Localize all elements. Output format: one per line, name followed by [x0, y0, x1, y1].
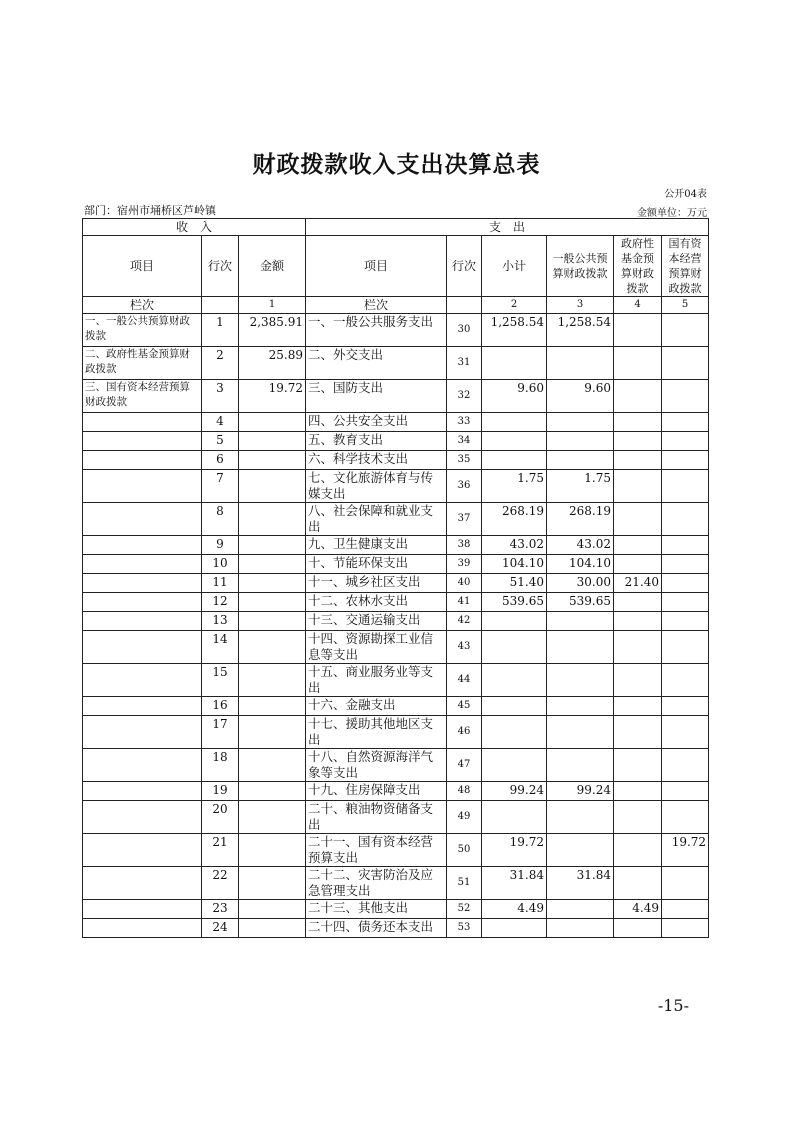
state-capital-value: [662, 612, 709, 631]
income-line: 11: [202, 574, 239, 593]
expenditure-item: 二十四、债务还本支出: [306, 919, 447, 938]
general-budget-value: 539.65: [547, 593, 614, 612]
expenditure-item-header: 项目: [306, 236, 447, 297]
income-amount: [239, 782, 306, 801]
table-row: [83, 834, 709, 867]
column-label-income: 栏次: [83, 297, 202, 314]
subtotal-value: 104.10: [482, 555, 547, 574]
table-row: [83, 314, 709, 347]
expenditure-line: 36: [447, 470, 482, 503]
table-row: [83, 782, 709, 801]
state-capital-value: 19.72: [662, 834, 709, 867]
state-capital-value: [662, 697, 709, 716]
expenditure-line: 40: [447, 574, 482, 593]
general-budget-value: 1.75: [547, 470, 614, 503]
state-capital-value: [662, 867, 709, 900]
income-item: [83, 834, 202, 867]
income-header: 收 入: [83, 219, 306, 236]
expenditure-item: 二十三、其他支出: [306, 900, 447, 919]
expenditure-line: 48: [447, 782, 482, 801]
general-budget-value: [547, 801, 614, 834]
col-number-1: 1: [239, 297, 306, 314]
state-capital-value: [662, 716, 709, 749]
income-amount: [239, 834, 306, 867]
income-line: 15: [202, 664, 239, 697]
income-amount: [239, 867, 306, 900]
table-row: [83, 919, 709, 938]
state-capital-value: [662, 380, 709, 413]
general-budget-value: 31.84: [547, 867, 614, 900]
subtotal-value: [482, 749, 547, 782]
state-capital-value: [662, 801, 709, 834]
subtotal-value: [482, 919, 547, 938]
table-row: [83, 413, 709, 432]
income-line: 22: [202, 867, 239, 900]
expenditure-line: 38: [447, 536, 482, 555]
income-amount: [239, 664, 306, 697]
income-item: 一、一般公共预算财政拨款: [83, 314, 202, 347]
income-line: 1: [202, 314, 239, 347]
expenditure-item: 六、科学技术支出: [306, 451, 447, 470]
income-line: 10: [202, 555, 239, 574]
subtotal-header: 小计: [482, 236, 547, 297]
table-row: [83, 536, 709, 555]
table-row: [83, 574, 709, 593]
income-item: 三、国有资本经营预算财政拨款: [83, 380, 202, 413]
income-amount: [239, 631, 306, 664]
subtotal-value: [482, 801, 547, 834]
income-line: 23: [202, 900, 239, 919]
col-number-4: 4: [614, 297, 662, 314]
income-line: 12: [202, 593, 239, 612]
table-row: [83, 593, 709, 612]
gov-fund-value: [614, 834, 662, 867]
general-budget-value: 43.02: [547, 536, 614, 555]
expenditure-item: 二、外交支出: [306, 347, 447, 380]
expenditure-line: 31: [447, 347, 482, 380]
income-amount: [239, 432, 306, 451]
income-amount-header: 金额: [239, 236, 306, 297]
income-line: 20: [202, 801, 239, 834]
gov-fund-value: [614, 867, 662, 900]
state-capital-value: [662, 451, 709, 470]
general-budget-value: [547, 631, 614, 664]
state-capital-value: [662, 413, 709, 432]
income-amount: [239, 593, 306, 612]
subtotal-value: [482, 451, 547, 470]
income-line-header: 行次: [202, 236, 239, 297]
gov-fund-value: [614, 919, 662, 938]
income-line: 3: [202, 380, 239, 413]
subtotal-value: [482, 432, 547, 451]
subtotal-value: [482, 413, 547, 432]
income-line: 9: [202, 536, 239, 555]
page-title: 财政拨款收入支出决算总表: [252, 151, 541, 178]
income-item: [83, 900, 202, 919]
income-line: 2: [202, 347, 239, 380]
general-budget-value: 30.00: [547, 574, 614, 593]
income-amount: [239, 536, 306, 555]
col-number-3: 3: [547, 297, 614, 314]
income-item: [83, 451, 202, 470]
expenditure-item: 八、社会保障和就业支出: [306, 503, 447, 536]
expenditure-line: 44: [447, 664, 482, 697]
expenditure-item: 十六、金融支出: [306, 697, 447, 716]
table-row: [83, 432, 709, 451]
income-item: [83, 664, 202, 697]
table-row: [83, 749, 709, 782]
expenditure-item: 二十二、灾害防治及应急管理支出: [306, 867, 447, 900]
expenditure-item: 五、教育支出: [306, 432, 447, 451]
general-budget-value: [547, 432, 614, 451]
general-budget-value: [547, 451, 614, 470]
expenditure-item: 十九、住房保障支出: [306, 782, 447, 801]
general-budget-value: [547, 834, 614, 867]
state-capital-value: [662, 593, 709, 612]
subtotal-value: 43.02: [482, 536, 547, 555]
income-line: 7: [202, 470, 239, 503]
state-capital-value: [662, 749, 709, 782]
gov-fund-value: [614, 801, 662, 834]
subtotal-value: [482, 664, 547, 697]
income-item: [83, 631, 202, 664]
income-item: [83, 413, 202, 432]
expenditure-item: 十、节能环保支出: [306, 555, 447, 574]
table-row: [83, 503, 709, 536]
income-line: 24: [202, 919, 239, 938]
income-amount: [239, 716, 306, 749]
table-row: [83, 867, 709, 900]
subtotal-value: 4.49: [482, 900, 547, 919]
income-line: 13: [202, 612, 239, 631]
state-capital-value: [662, 782, 709, 801]
subtotal-value: 51.40: [482, 574, 547, 593]
income-amount: [239, 697, 306, 716]
income-item: [83, 867, 202, 900]
gov-fund-value: [614, 432, 662, 451]
income-amount: [239, 612, 306, 631]
income-amount: [239, 503, 306, 536]
gov-fund-value: [614, 536, 662, 555]
income-amount: [239, 801, 306, 834]
gov-fund-value: [614, 451, 662, 470]
general-budget-value: [547, 697, 614, 716]
table-row: [83, 555, 709, 574]
unit-label: 金额单位：万元: [637, 208, 707, 219]
form-code: 公开04表: [664, 189, 707, 200]
gov-fund-value: [614, 380, 662, 413]
state-capital-value: [662, 347, 709, 380]
gov-fund-value: [614, 555, 662, 574]
income-item: [83, 749, 202, 782]
table-row: [83, 451, 709, 470]
state-capital-value: [662, 555, 709, 574]
subtotal-value: 31.84: [482, 867, 547, 900]
state-capital-value: [662, 314, 709, 347]
gov-fund-value: [614, 612, 662, 631]
department-label: 部门：宿州市埇桥区芦岭镇: [84, 204, 216, 217]
subtotal-value: 99.24: [482, 782, 547, 801]
income-line: 17: [202, 716, 239, 749]
gov-fund-value: 21.40: [614, 574, 662, 593]
subtotal-value: 539.65: [482, 593, 547, 612]
subtotal-value: 268.19: [482, 503, 547, 536]
state-capital-value: [662, 470, 709, 503]
general-budget-value: 268.19: [547, 503, 614, 536]
general-budget-value: [547, 664, 614, 697]
expenditure-item: 十一、城乡社区支出: [306, 574, 447, 593]
subtotal-value: [482, 697, 547, 716]
expenditure-item: 二十、粮油物资储备支出: [306, 801, 447, 834]
expenditure-item: 十四、资源勘探工业信息等支出: [306, 631, 447, 664]
expenditure-item: 十五、商业服务业等支出: [306, 664, 447, 697]
general-budget-value: 99.24: [547, 782, 614, 801]
income-item: [83, 555, 202, 574]
income-line: 8: [202, 503, 239, 536]
state-capital-value: [662, 919, 709, 938]
expenditure-header: 支 出: [306, 219, 709, 236]
income-line: 16: [202, 697, 239, 716]
table-row: [83, 697, 709, 716]
expenditure-line: 46: [447, 716, 482, 749]
expenditure-line: 42: [447, 612, 482, 631]
expenditure-line: 43: [447, 631, 482, 664]
table-row: [83, 380, 709, 413]
expenditure-line-header: 行次: [447, 236, 482, 297]
income-item: [83, 503, 202, 536]
income-line: 19: [202, 782, 239, 801]
expenditure-item: 九、卫生健康支出: [306, 536, 447, 555]
income-item: [83, 593, 202, 612]
gov-fund-value: [614, 503, 662, 536]
income-item: [83, 612, 202, 631]
expenditure-item: 十二、农林水支出: [306, 593, 447, 612]
expenditure-item: 一、一般公共服务支出: [306, 314, 447, 347]
income-item: [83, 470, 202, 503]
expenditure-line: 45: [447, 697, 482, 716]
gov-fund-value: [614, 782, 662, 801]
expenditure-item: 十七、援助其他地区支出: [306, 716, 447, 749]
table-row: [83, 716, 709, 749]
income-amount: 19.72: [239, 380, 306, 413]
income-line: 6: [202, 451, 239, 470]
expenditure-line: 49: [447, 801, 482, 834]
income-amount: [239, 574, 306, 593]
income-item: [83, 801, 202, 834]
income-amount: [239, 555, 306, 574]
general-budget-value: 104.10: [547, 555, 614, 574]
table-row: [83, 900, 709, 919]
expenditure-item: 二十一、国有资本经营预算支出: [306, 834, 447, 867]
income-line: 5: [202, 432, 239, 451]
table-row: [83, 801, 709, 834]
subtotal-value: [482, 347, 547, 380]
income-amount: [239, 470, 306, 503]
gov-fund-value: [614, 749, 662, 782]
income-item: 二、政府性基金预算财政拨款: [83, 347, 202, 380]
expenditure-line: 33: [447, 413, 482, 432]
general-budget-value: 1,258.54: [547, 314, 614, 347]
expenditure-line: 37: [447, 503, 482, 536]
gov-fund-value: [614, 593, 662, 612]
table-row: [83, 347, 709, 380]
general-budget-value: [547, 413, 614, 432]
income-line: 4: [202, 413, 239, 432]
column-label-expenditure: 栏次: [306, 297, 447, 314]
col-number-5: 5: [662, 297, 709, 314]
budget-table: [82, 218, 709, 938]
expenditure-item: 七、文化旅游体育与传媒支出: [306, 470, 447, 503]
subtotal-value: 9.60: [482, 380, 547, 413]
table-row: [83, 470, 709, 503]
general-budget-value: [547, 612, 614, 631]
table-row: [83, 631, 709, 664]
page-number: -15-: [657, 996, 689, 1015]
general-budget-header: 一般公共预算财政拨款: [547, 236, 614, 297]
income-amount: [239, 919, 306, 938]
expenditure-item: 十八、自然资源海洋气象等支出: [306, 749, 447, 782]
expenditure-line: 30: [447, 314, 482, 347]
income-line: 21: [202, 834, 239, 867]
gov-fund-value: [614, 631, 662, 664]
income-item: [83, 536, 202, 555]
general-budget-value: 9.60: [547, 380, 614, 413]
gov-fund-value: [614, 697, 662, 716]
general-budget-value: [547, 749, 614, 782]
subtotal-value: [482, 612, 547, 631]
income-amount: [239, 749, 306, 782]
subtotal-value: 1,258.54: [482, 314, 547, 347]
income-line: 18: [202, 749, 239, 782]
state-capital-value: [662, 664, 709, 697]
general-budget-value: [547, 716, 614, 749]
expenditure-item: 十三、交通运输支出: [306, 612, 447, 631]
subtotal-value: [482, 631, 547, 664]
expenditure-item: 四、公共安全支出: [306, 413, 447, 432]
state-capital-value: [662, 536, 709, 555]
state-capital-value: [662, 574, 709, 593]
income-line: 14: [202, 631, 239, 664]
expenditure-line: 52: [447, 900, 482, 919]
subtotal-value: [482, 716, 547, 749]
expenditure-line: 34: [447, 432, 482, 451]
state-capital-value: [662, 432, 709, 451]
gov-fund-value: [614, 470, 662, 503]
income-amount: [239, 900, 306, 919]
gov-fund-value: [614, 664, 662, 697]
general-budget-value: [547, 900, 614, 919]
expenditure-line: 53: [447, 919, 482, 938]
state-capital-value: [662, 900, 709, 919]
expenditure-item: 三、国防支出: [306, 380, 447, 413]
subtotal-value: 1.75: [482, 470, 547, 503]
general-budget-value: [547, 347, 614, 380]
expenditure-line: 50: [447, 834, 482, 867]
expenditure-line: 51: [447, 867, 482, 900]
income-item: [83, 697, 202, 716]
expenditure-line: 35: [447, 451, 482, 470]
expenditure-line: 39: [447, 555, 482, 574]
income-item: [83, 919, 202, 938]
state-capital-header: 国有资本经营预算财政拨款: [662, 236, 709, 297]
col-number-2: 2: [482, 297, 547, 314]
table-row: [83, 612, 709, 631]
gov-fund-header: 政府性基金预算财政拨款: [614, 236, 662, 297]
income-amount: 25.89: [239, 347, 306, 380]
expenditure-line: 32: [447, 380, 482, 413]
income-item: [83, 432, 202, 451]
expenditure-line: 41: [447, 593, 482, 612]
gov-fund-value: 4.49: [614, 900, 662, 919]
state-capital-value: [662, 631, 709, 664]
gov-fund-value: [614, 347, 662, 380]
income-amount: [239, 413, 306, 432]
general-budget-value: [547, 919, 614, 938]
gov-fund-value: [614, 314, 662, 347]
income-item-header: 项目: [83, 236, 202, 297]
gov-fund-value: [614, 716, 662, 749]
income-item: [83, 574, 202, 593]
table-row: [83, 664, 709, 697]
subtotal-value: 19.72: [482, 834, 547, 867]
income-item: [83, 716, 202, 749]
gov-fund-value: [614, 413, 662, 432]
income-item: [83, 782, 202, 801]
income-amount: 2,385.91: [239, 314, 306, 347]
state-capital-value: [662, 503, 709, 536]
expenditure-line: 47: [447, 749, 482, 782]
income-amount: [239, 451, 306, 470]
